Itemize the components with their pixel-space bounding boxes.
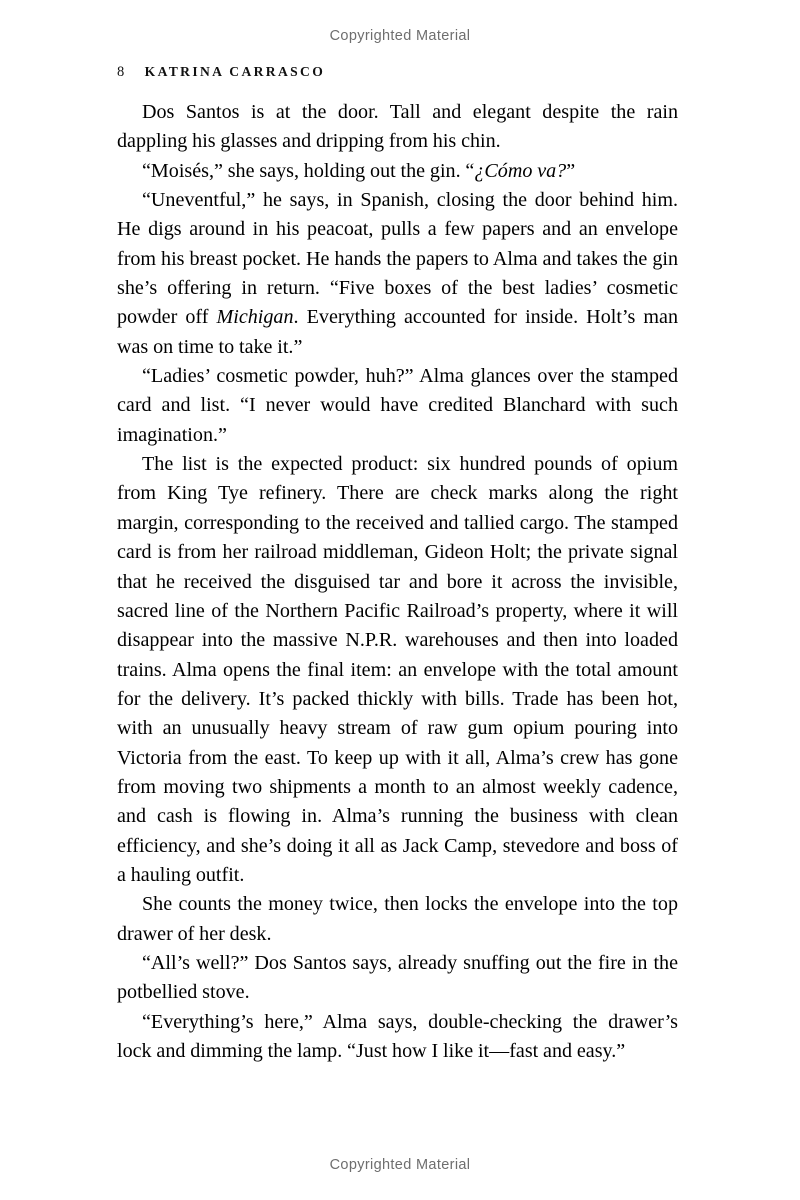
paragraph-2-italic-phrase: ¿Cómo va?: [474, 159, 567, 182]
running-head: [117, 64, 677, 84]
paragraph-7: “All’s well?” Dos Santos says, already snuffing out the fire in the potbellied stove.: [117, 951, 678, 1004]
paragraph-5: The list is the expected product: six hundred pounds of opium from King Tye refinery. There are check marks along the right margin, corresponding to the received and tallied cargo. The stamped card is from her railroad middleman, Gideon Holt; the private signal that he received the disguised tar and bore it across the invisible, sacred line of the Northern Pacific Railroad’s property, where it will disappear into the massive N.P.R. warehouses and then into loaded trains. Alma opens the final item: an envelope with the total amount for the delivery. It’s packed thickly with bills. Trade has been hot, with an unusually heavy stream of raw gum opium pouring into Victoria from the east. To keep up with it all, Alma’s crew has gone from moving two shipments a month to an almost weekly cadence, and cash is flowing in. Alma’s running the business with clean efficiency, and she’s doing it all as Jack Camp, stevedore and boss of a hauling outfit.: [117, 453, 678, 886]
paragraph-3-text-after-italic: . Everything accounted for inside. Holt’s man was on time to take it.”: [117, 306, 678, 358]
paragraph-2: [117, 157, 678, 186]
copyrighted-material-watermark-top: Copyrighted Material: [329, 28, 471, 44]
paragraph-8: “Everything’s here,” Alma says, double-checking the drawer’s lock and dimming the lamp. “Just how I like it—fast and easy.”: [117, 1010, 678, 1062]
paragraph-6: She counts the money twice, then locks the envelope into the top drawer of her desk.: [117, 893, 678, 945]
paragraph-1: Dos Santos is at the door. Tall and elegant despite the rain dappling his glasses and dripping from his chin.: [117, 101, 678, 153]
body-text-block: [117, 98, 678, 1066]
running-head-author: KATRINA CARRASCO: [144, 64, 326, 79]
paragraph-3-text-before-italic: “Uneventful,” he says, in Spanish, closing the door behind him. He digs around in his peacoat, pulls a few papers and an envelope from his breast pocket. He hands the papers to Alma and takes the gin she’s offering in return. “Five boxes of the best ladies’ cosmetic powder off: [117, 189, 678, 329]
copyrighted-material-watermark-bottom: Copyrighted Material: [329, 1157, 471, 1173]
page-number: 8: [117, 64, 125, 80]
paragraph-3: [117, 186, 678, 362]
paragraph-2-text-after-italic: ”: [566, 159, 576, 182]
paragraph-3-italic-ship-name: Michigan: [216, 306, 294, 329]
paragraph-2-text-before-italic: “Moisés,” she says, holding out the gin. “: [142, 159, 475, 182]
paragraph-4: “Ladies’ cosmetic powder, huh?” Alma glances over the stamped card and list. “I never would have credited Blanchard with such imagination.”: [117, 365, 678, 446]
